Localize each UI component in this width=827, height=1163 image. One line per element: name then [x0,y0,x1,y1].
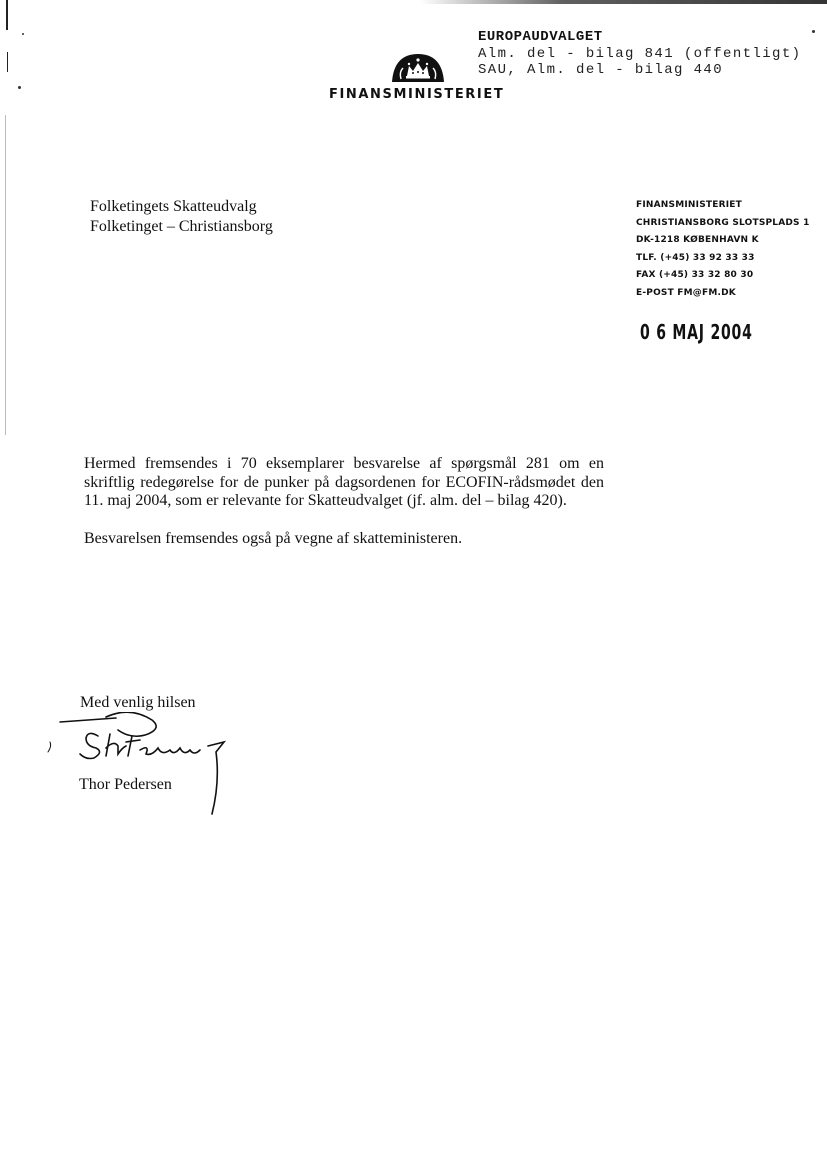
letterhead-title: FINANSMINISTERIET [329,87,505,102]
signature-image [40,712,240,822]
body-paragraph: Besvarelsen fremsendes også på vegne af skatteministeren. [84,529,463,547]
addressee-block [90,197,273,237]
scan-edge-left [7,52,8,72]
archive-stamp [478,28,801,78]
sender-phone: TLF. (+45) 33 92 33 33 [636,252,755,263]
signer-name: Thor Pedersen [79,776,172,793]
closing-greeting: Med venlig hilsen [80,694,196,711]
scan-speck [22,33,24,35]
addressee-line: Folketingets Skatteudvalg [90,198,257,215]
sender-city: DK-1218 KØBENHAVN K [636,235,759,245]
crown-logo-icon [390,52,446,84]
sender-fax: FAX (+45) 33 32 80 30 [636,270,754,280]
stamp-title: EUROPAUDVALGET [478,29,603,45]
addressee-line: Folketinget – Christiansborg [90,218,273,235]
date-stamp: 0 6 MAJ 2004 [640,320,753,344]
sender-name: FINANSMINISTERIET [636,200,742,210]
body-paragraph: Hermed fremsendes i 70 eksemplarer besvarelse af spørgsmål 281 om en skriftlig redegørelse for de punker på dagsordenen for ECOFIN-rådsmødet den 11. maj 2004, som er relevante for Skatteudvalget (jf. alm. del – bilag 420). [84,455,604,509]
sender-street: CHRISTIANSBORG SLOTSPLADS 1 [636,217,810,228]
sender-block [636,197,810,302]
scan-edge-left [5,115,6,435]
letter-body [84,455,604,548]
scan-speck [18,86,21,89]
scan-speck [812,30,815,33]
stamp-line: SAU, Alm. del - bilag 440 [478,62,724,78]
scan-edge-left [6,0,8,30]
stamp-line: Alm. del - bilag 841 (offentligt) [478,46,802,62]
sender-email: E-POST FM@FM.DK [636,287,736,298]
scan-edge-top [420,0,827,4]
